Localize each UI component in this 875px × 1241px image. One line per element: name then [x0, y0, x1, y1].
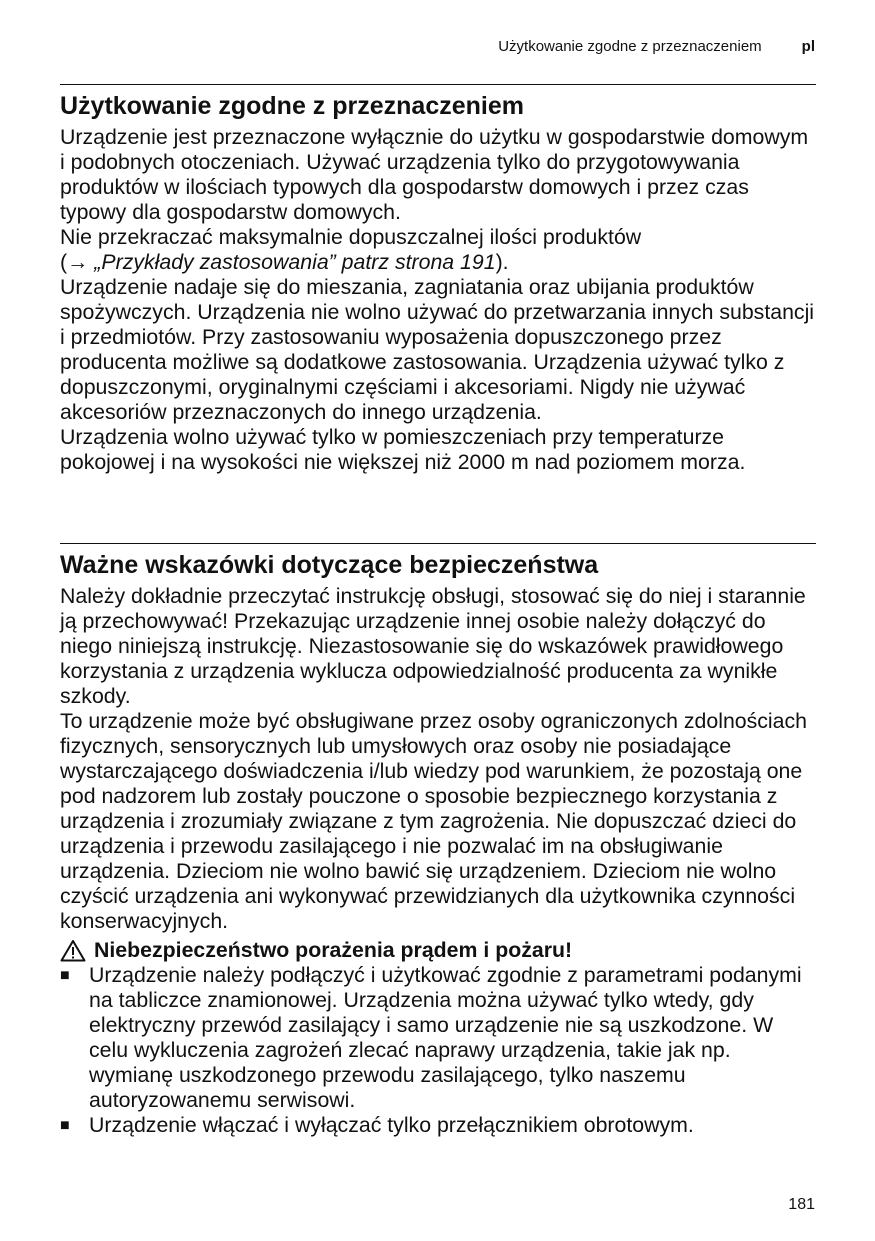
- paragraph-room-conditions: Urządzenia wolno używać tylko w pomieszczeniach przy temperaturze pokojowej i na wysokości nie większej niż 2000 m nad poziomem morza.: [60, 425, 746, 474]
- paragraph-mixing-use: Urządzenie nadaje się do mieszania, zagniatania oraz ubijania produktów spożywczych. Urządzenia nie wolno używać do przetwarzania innych substancji i przedmiotów. Przy zastosowaniu wyposażenia dopuszczonego przez producenta możliwe są dodatkowe zastosowania. Urządzenia używać tylko z dopuszczonymi, oryginalnymi częściami i akcesoriami. Nigdy nie używać akcesoriów przeznaczonych do innego urządzenia.: [60, 275, 815, 424]
- list-item-text: Urządzenie włączać i wyłączać tylko przełącznikiem obrotowym.: [89, 1113, 694, 1137]
- paragraph-household-use: Urządzenie jest przeznaczone wyłącznie do użytku w gospodarstwie domowym i podobnych otoczeniach. Używać urządzenia tylko do przygotowywania produktów w ilościach typowych dla gospodarstw domowych i przez czas typowy dla gospodarstw domowych.: [60, 125, 809, 224]
- arrow-right-icon: →: [67, 250, 89, 274]
- running-header-title: Użytkowanie zgodne z przeznaczeniem: [498, 38, 762, 55]
- running-header: [498, 38, 815, 55]
- section-heading-intended-use: Użytkowanie zgodne z przeznaczeniem: [60, 92, 524, 120]
- bullet-square-icon: ■: [60, 967, 70, 984]
- list-item: [60, 963, 816, 1113]
- warning-triangle-icon: [60, 939, 86, 962]
- page-number: 181: [788, 1196, 815, 1213]
- list-item: [60, 1113, 816, 1138]
- section-divider: [60, 543, 816, 544]
- section-intended-use: [60, 84, 816, 475]
- safety-bullet-list: [60, 963, 816, 1138]
- section-divider: [60, 84, 816, 85]
- list-item-text: Urządzenie należy podłączyć i użytkować zgodnie z parametrami podanymi na tabliczce znamionowej. Urządzenia można używać tylko wtedy, gdy elektryczny przewód zasilający i samo urządzenie nie są uszkodzone. W celu wykluczenia zagrożeń zlecać naprawy urządzenia, takie jak np. wymianę uszkodzonego przewodu zasilającego, tylko naszemu autoryzowanemu serwisowi.: [89, 963, 802, 1112]
- cross-reference-link[interactable]: „Przykłady zastosowania” patrz strona 191: [88, 250, 496, 274]
- paren-close: ).: [495, 250, 509, 274]
- section-safety: [60, 543, 816, 1138]
- paren-open: (: [60, 250, 68, 274]
- paragraph-max-quantity: [60, 225, 816, 275]
- max-quantity-text: Nie przekraczać maksymalnie dopuszczalnej ilości produktów: [60, 225, 642, 249]
- paragraph-restricted-persons: To urządzenie może być obsługiwane przez osoby ograniczonych zdolnościach fizycznych, sensorycznych lub umysłowych oraz osoby nie posiadające wystarczającego doświadczenia i/lub wiedzy pod warunkiem, że pozostają one pod nadzorem lub zostały pouczone o sposobie bezpiecznego korzystania z urządzenia i zrozumiały związane z tym zagrożenia. Nie dopuszczać dzieci do urządzenia i przewodu zasilającego i nie pozwalać im na obsługiwanie urządzenia. Dzieciom nie wolno bawić się urządzeniem. Dzieciom nie wolno czyścić urządzenia ani wykonywać przewidzianych dla użytkownika czynności konserwacyjnych.: [60, 709, 807, 933]
- bullet-square-icon: ■: [60, 1117, 70, 1134]
- paragraph-read-instructions: Należy dokładnie przeczytać instrukcję obsługi, stosować się do niej i starannie ją przechowywać! Przekazując urządzenie innej osobie należy dołączyć do niego niniejszą instrukcję. Niezastosowanie się do wskazówek prawidłowego korzystania z urządzenia wyklucza odpowiedzialność producenta za wynikłe szkody.: [60, 584, 806, 708]
- language-code: pl: [801, 38, 815, 55]
- warning-heading: [60, 938, 816, 963]
- warning-title: Niebezpieczeństwo porażenia prądem i pożaru!: [94, 938, 573, 962]
- section-heading-safety: Ważne wskazówki dotyczące bezpieczeństwa: [60, 551, 599, 579]
